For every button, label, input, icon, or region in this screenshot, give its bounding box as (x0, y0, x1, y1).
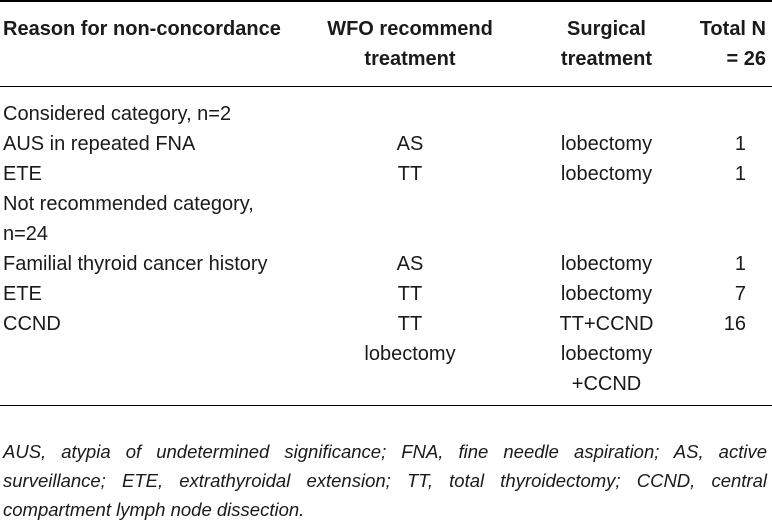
cell-wfo: TT (397, 163, 423, 185)
cell-reason: ETE (3, 283, 42, 305)
header-surgical-treatment: Surgical treatment (524, 1, 689, 87)
cell-total (689, 87, 772, 130)
cell-surgical: lobectomy (560, 253, 653, 275)
cell-wfo: AS (396, 253, 424, 275)
header-wfo-recommend: WFO recommend treatment (296, 1, 524, 87)
cell-reason: Not recommended category, n=24 (3, 193, 254, 245)
cell-total: 1 (734, 253, 746, 275)
table-row (0, 249, 772, 279)
cell-total: 16 (723, 313, 746, 335)
cell-wfo (296, 87, 524, 130)
table-body (0, 87, 772, 406)
table-row (0, 189, 772, 249)
table-header (0, 1, 772, 87)
cell-surgical: lobectomy (560, 163, 653, 185)
cell-surgical: lobectomy +CCND (524, 339, 689, 406)
table-row (0, 279, 772, 309)
cell-reason: CCND (3, 313, 61, 335)
cell-total (689, 189, 772, 249)
cell-surgical (524, 189, 689, 249)
table-row (0, 87, 772, 130)
cell-reason: Familial thyroid cancer history (3, 253, 268, 275)
cell-surgical (524, 87, 689, 130)
cell-surgical: TT+CCND (559, 313, 654, 335)
table-row (0, 339, 772, 406)
cell-surgical: lobectomy (560, 283, 653, 305)
table-row (0, 159, 772, 189)
cell-reason: Considered category, n=2 (3, 103, 232, 125)
cell-total: 7 (734, 283, 746, 305)
cell-wfo: TT (397, 283, 423, 305)
cell-wfo: TT (397, 313, 423, 335)
header-total: Total N = 26 (689, 1, 772, 87)
cell-wfo (296, 189, 524, 249)
table-row (0, 129, 772, 159)
table-row (0, 309, 772, 339)
header-reason: Reason for non-concordance (0, 1, 296, 87)
cell-reason: ETE (3, 163, 42, 185)
cell-reason (0, 339, 296, 406)
header-row (0, 1, 772, 87)
cell-total: 1 (734, 163, 746, 185)
cell-wfo: AS (396, 133, 424, 155)
cell-total: 1 (734, 133, 746, 155)
cell-wfo: lobectomy (296, 339, 524, 406)
cell-total (689, 339, 772, 406)
cell-reason: AUS in repeated FNA (3, 133, 196, 155)
table-footnote: AUS, atypia of undetermined significance; FNA, fine needle aspiration; AS, active surveillance; ETE, extrathyroidal extension; TT, total thyroidectomy; CCND, central compartment lymph node dissection. (3, 441, 767, 520)
cell-surgical: lobectomy (560, 133, 653, 155)
